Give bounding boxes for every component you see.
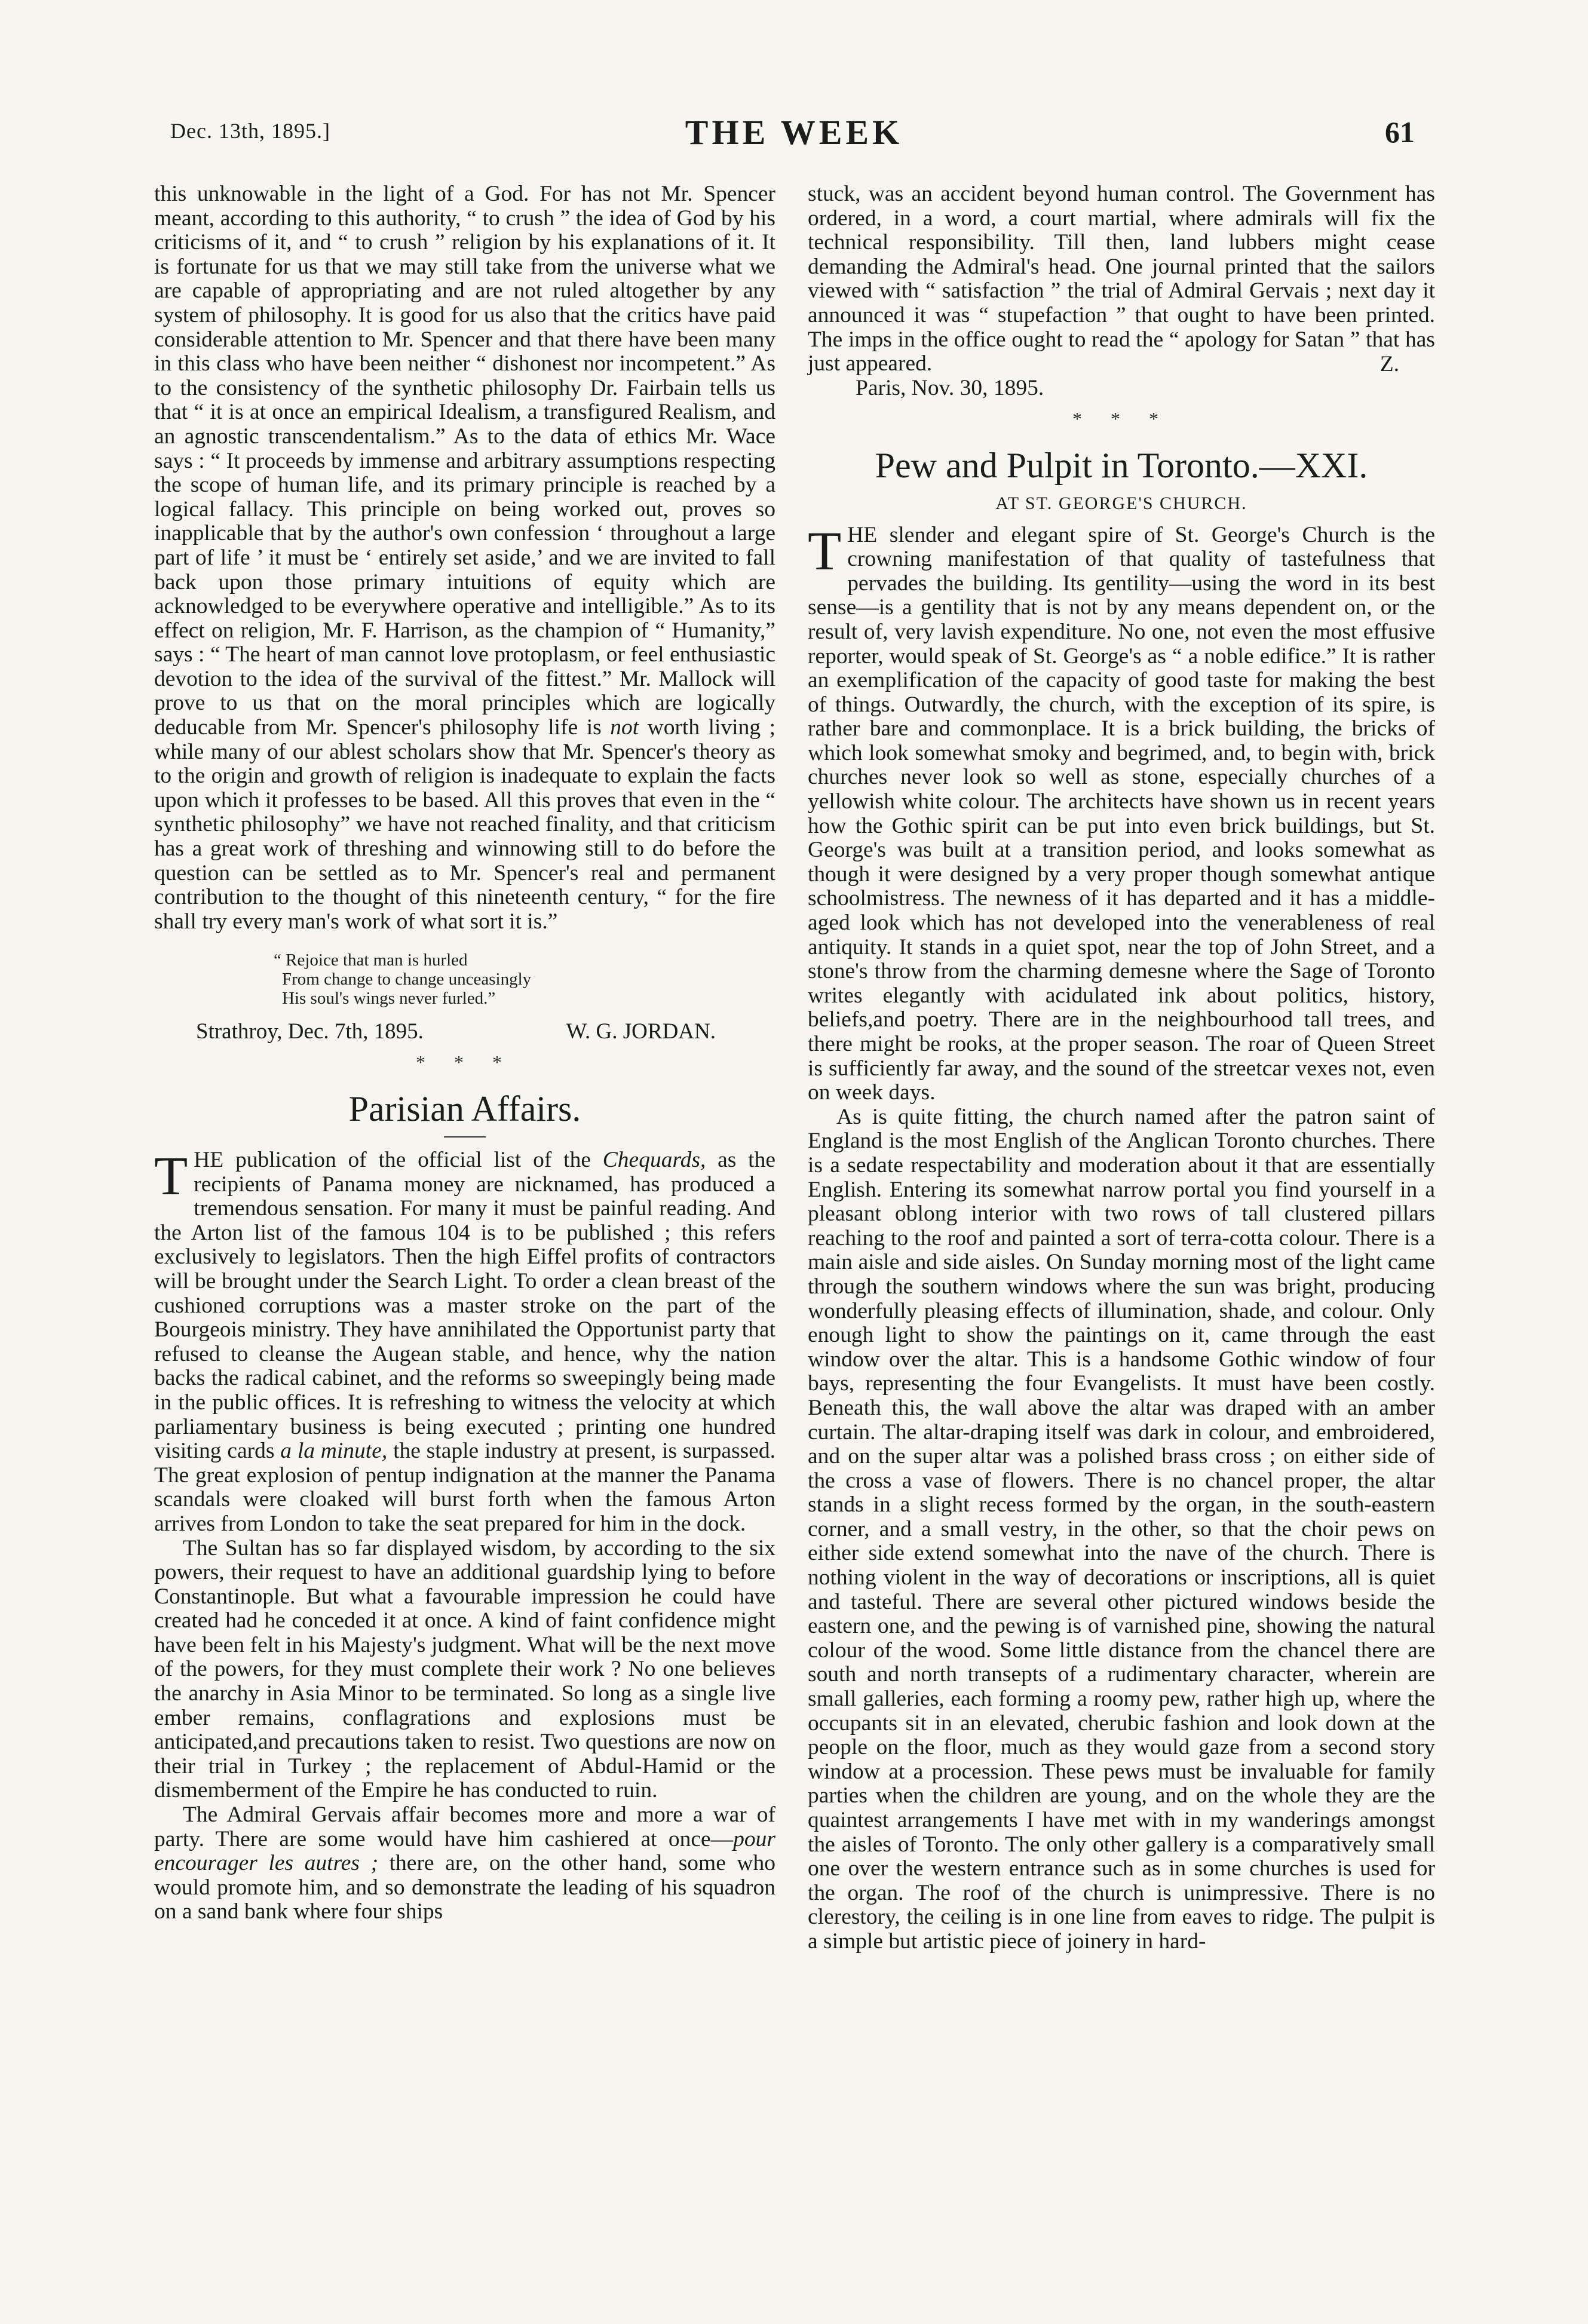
verse-line: From change to change unceasingly <box>282 970 532 989</box>
article-title: Parisian Affairs. <box>348 1089 581 1129</box>
paragraph-text: as the recipients of Panama money are nicknamed, has produced a tremendous sensation. For many it must be painful reading. And the Arton list of the famous 104 is to be published ; this refers exclusively to legislators. Then the high Eiffel profits of contractors will be brought under the Search Light. To order a clean breast of the cushioned corruptions was a master stroke on the part of the Bourgeois ministry. They have annihilated the Opportunist party that refused to cleanse the Augean stable, and hence, why the nation backs the radical cabinet, and the reforms so sweepingly being made in the public offices. It is refreshing to witness the velocity at which parliamentary business is being executed ; printing one hundred visiting cards <box>154 1148 775 1464</box>
emphasis: not <box>610 715 639 740</box>
article-paragraph: As is quite fitting, the church named after the patron saint of England is the most English of the Anglican Toronto churches. There is a sedate respectability and moderation about it that are essentially English. Entering its somewhat narrow portal you find yourself in a pleasant oblong interior with two rows of tall clustered pillars reaching to the roof and painted a sort of terra-cotta colour. There is a main aisle and side aisles. On Sunday morning most of the light came through the southern windows where the sun was bright, producing wonderfully pleasing effects of illumination, shade, and colour. Only enough light to show the paintings on it, came through the east window over the altar. This is a handsome Gothic window of four bays, representing the four Evangelists. It must have been costly. Beneath this, the wall above the altar was draped with an amber curtain. The altar-draping itself was dark in colour, and embroidered, and on the super altar was a polished brass cross ; on either side of the cross a vase of flowers. There is no chancel proper, the altar stands in a slight recess formed by the organ, in the south-eastern corner, and a small vestry, in the other, so that the choir pews on either side extend somewhat into the nave of the church. There is nothing violent in the way of decorations or inscriptions, all is quiet and tasteful. There are several other pictured windows beside the eastern one, and the pewing is of varnished pine, showing the natural colour of the wood. Some little distance from the chancel there are south and north transepts of a rudimentary character, wherein are small galleries, each forming a roomy pew, rather high up, where the occupants sit in an elevated, cherubic fashion and look down at the people on the floor, much as they would gaze from a second story window at a procession. These pews must be invaluable for family parties when the children are young, and on the whole they are the quaintest arrangements I have met with in my wanderings amongst the aisles of Toronto. The only other gallery is a comparatively small one over the western entrance such as in some churches is used for the organ. The roof of the church is unimpressive. There is no clerestory, the ceiling is in one line from eaves to ridge. The pulpit is a simple but artistic piece of joinery in hard- <box>808 1104 1435 1954</box>
continued-paragraph <box>154 182 775 934</box>
verse-quote <box>274 951 775 1008</box>
paragraph-text: The Admiral Gervais affair becomes more and more a war of party. There are some would have him cashiered at once— <box>154 1802 775 1851</box>
section-divider-stars: * * * <box>1072 407 1170 430</box>
author-initial: Z. <box>1379 351 1399 376</box>
drop-cap: T <box>808 520 842 581</box>
section-divider-stars: * * * <box>416 1051 514 1073</box>
emphasis: a la minute, <box>280 1439 388 1464</box>
verse-line: His soul's wings never furled.” <box>282 989 496 1008</box>
article-title: Pew and Pulpit in Toronto.—XXI. <box>875 445 1368 485</box>
paragraph-text: HE publication of the official list of the <box>194 1148 591 1172</box>
right-column <box>808 182 1435 1954</box>
paragraph-text: worth living ; while many of our ablest scholars show that Mr. Spencer's theory as to the origin and growth of religion is inadequate to explain the facts upon which it professes to be based. All this proves that even in the “ synthetic philosophy” we have not reached finality, and that criticism has a great work of threshing and winnowing still to do before the question can be settled as to Mr. Spencer's real and permanent contribution to the thought of this nineteenth century, “ for the fire shall try every man's work of what sort it is.” <box>154 715 775 934</box>
publication-title: THE WEEK <box>685 113 903 152</box>
article-paragraph: The Sultan has so far displayed wisdom, by according to the six powers, their request to have an additional guardship lying to before Constantinople. But what a favourable impression he could have created had he conceded it at once. A kind of faint confidence might have been felt in his Majesty's judgment. What will be the next move of the powers, for they must complete their work ? No one believes the anarchy in Asia Minor to be terminated. So long as a single live ember remains, conflagrations and explosions must be anticipated,and precautions taken to resist. Two questions are now on their trial in Turkey ; the replacement of Abdul-Hamid or the dismemberment of the Empire he has conducted to ruin. <box>154 1535 775 1803</box>
issue-date: Dec. 13th, 1895.] <box>170 119 330 143</box>
signoff <box>154 1015 775 1044</box>
article-paragraph <box>808 520 1435 1105</box>
signoff-author: W. G. JORDAN. <box>566 1019 716 1044</box>
paragraph-text: the staple industry at present, is surpassed. The great explosion of pentup indignation at the manner the Panama scandals were cloaked will burst forth when the famous Arton arrives from London to take the seat prepared for him in the dock. <box>154 1439 776 1536</box>
article-subhead: AT ST. GEORGE'S CHURCH. <box>995 493 1247 513</box>
continued-paragraph: stuck, was an accident beyond human control. The Government has ordered, in a word, a court martial, where admirals will fix the technical responsibility. Till then, land lubbers might cease demanding the Admiral's head. One journal printed that the sailors viewed with “ satisfaction ” the trial of Admiral Gervais ; next day it announced it was “ stupefaction ” that ought to have been printed. The imps in the office ought to read the “ apology for Satan ” that has just appeared. <box>808 182 1435 376</box>
paragraph-text: there are, on the other hand, some who would promote him, and so demonstrate the leading of his squadron on a sand bank where four ships <box>154 1851 776 1924</box>
signoff-place: Strathroy, Dec. 7th, 1895. <box>196 1019 424 1044</box>
left-column <box>154 182 775 1924</box>
article-paragraph <box>154 1803 775 1924</box>
drop-cap: T <box>154 1145 188 1206</box>
emphasis: Chequards, <box>602 1148 706 1172</box>
dateline: Paris, Nov. 30, 1895. <box>856 376 1044 401</box>
verse-line: “ Rejoice that man is hurled <box>274 951 468 970</box>
paragraph-text: this unknowable in the light of a God. For has not Mr. Spencer meant, according to this authority, “ to crush ” the idea of God by his criticisms of it, and “ to crush ” religion by his explanations of it. It is fortunate for us that we may still take from the universe what we are capable of appropriating and are not ruled altogether by any system of philosophy. It is good for us also that the critics have paid considerable attention to Mr. Spencer and that there have been many in this class who have been neither “ dishonest nor incompetent.” As to the consistency of the synthetic philosophy Dr. Fairbain tells us that “ it is at once an empirical Idealism, a transfigured Realism, and an agnostic transcendentalism.” As to the data of ethics Mr. Wace says : “ It proceeds by immense and arbitrary assumptions respecting the scope of human life, and its primary principle is reached by a logical fallacy. This principle on being worked out, proves so inapplicable that by the author's own confession ‘ throughout a large part of life ’ it must be ‘ entirely set aside,’ and we are invited to fall back upon those primary intuitions of equity which are acknowledged to be everywhere operative and intelligible.” As to its effect on religion, Mr. F. Harrison, as the champion of “ Humanity,” says : “ The heart of man cannot love protoplasm, or feel enthusiastic devotion to the idea of the survival of the fittest.” Mr. Mallock will prove to us that on the moral principles which are logically deducable from Mr. Spencer's philosophy life is <box>154 182 775 740</box>
title-rule <box>444 1136 486 1138</box>
page-number: 61 <box>1385 115 1415 149</box>
emphasis: pour encourager les autres ; <box>154 1826 775 1876</box>
article-paragraph <box>154 1145 776 1537</box>
masthead <box>0 112 1588 154</box>
paragraph-text: HE slender and elegant spire of St. George's Church is the crowning manifestation of that quality of tastefulness that pervades the building. Its gentility—using the word in its best sense—is a gentility that is not by any means dependent on, or the result of, very lavish expenditure. No one, not even the most effusive reporter, would speak of St. George's as “ a noble edifice.” It is rather an exemplification of the capacity of good taste for making the best of things. Outwardly, the church, with the exception of its spire, is rather bare and commonplace. It is a brick building, the bricks of which look somewhat smoky and begrimed, and, to begin with, brick churches never look so well as stone, especially churches of a yellowish white colour. The architects have shown us in recent years how the Gothic spirit can be put into even brick buildings, but St. George's was built at a transition period, and looks somewhat as though it were designed by a very proper though somewhat antique schoolmistress. The newness of it has departed and it has a middle-aged look which has not developed into the venerableness of real antiquity. It stands in a quiet spot, near the top of John Street, and a stone's throw from the charming demesne where the Sage of Toronto writes elegantly with acidulated ink about politics, history, beliefs,and poetry. There are in the neighbourhood tall trees, and there might be rooks, at the proper season. The roar of Queen Street is sufficiently far away, and the sound of the streetcar vexes not, even on week days. <box>808 522 1435 1105</box>
